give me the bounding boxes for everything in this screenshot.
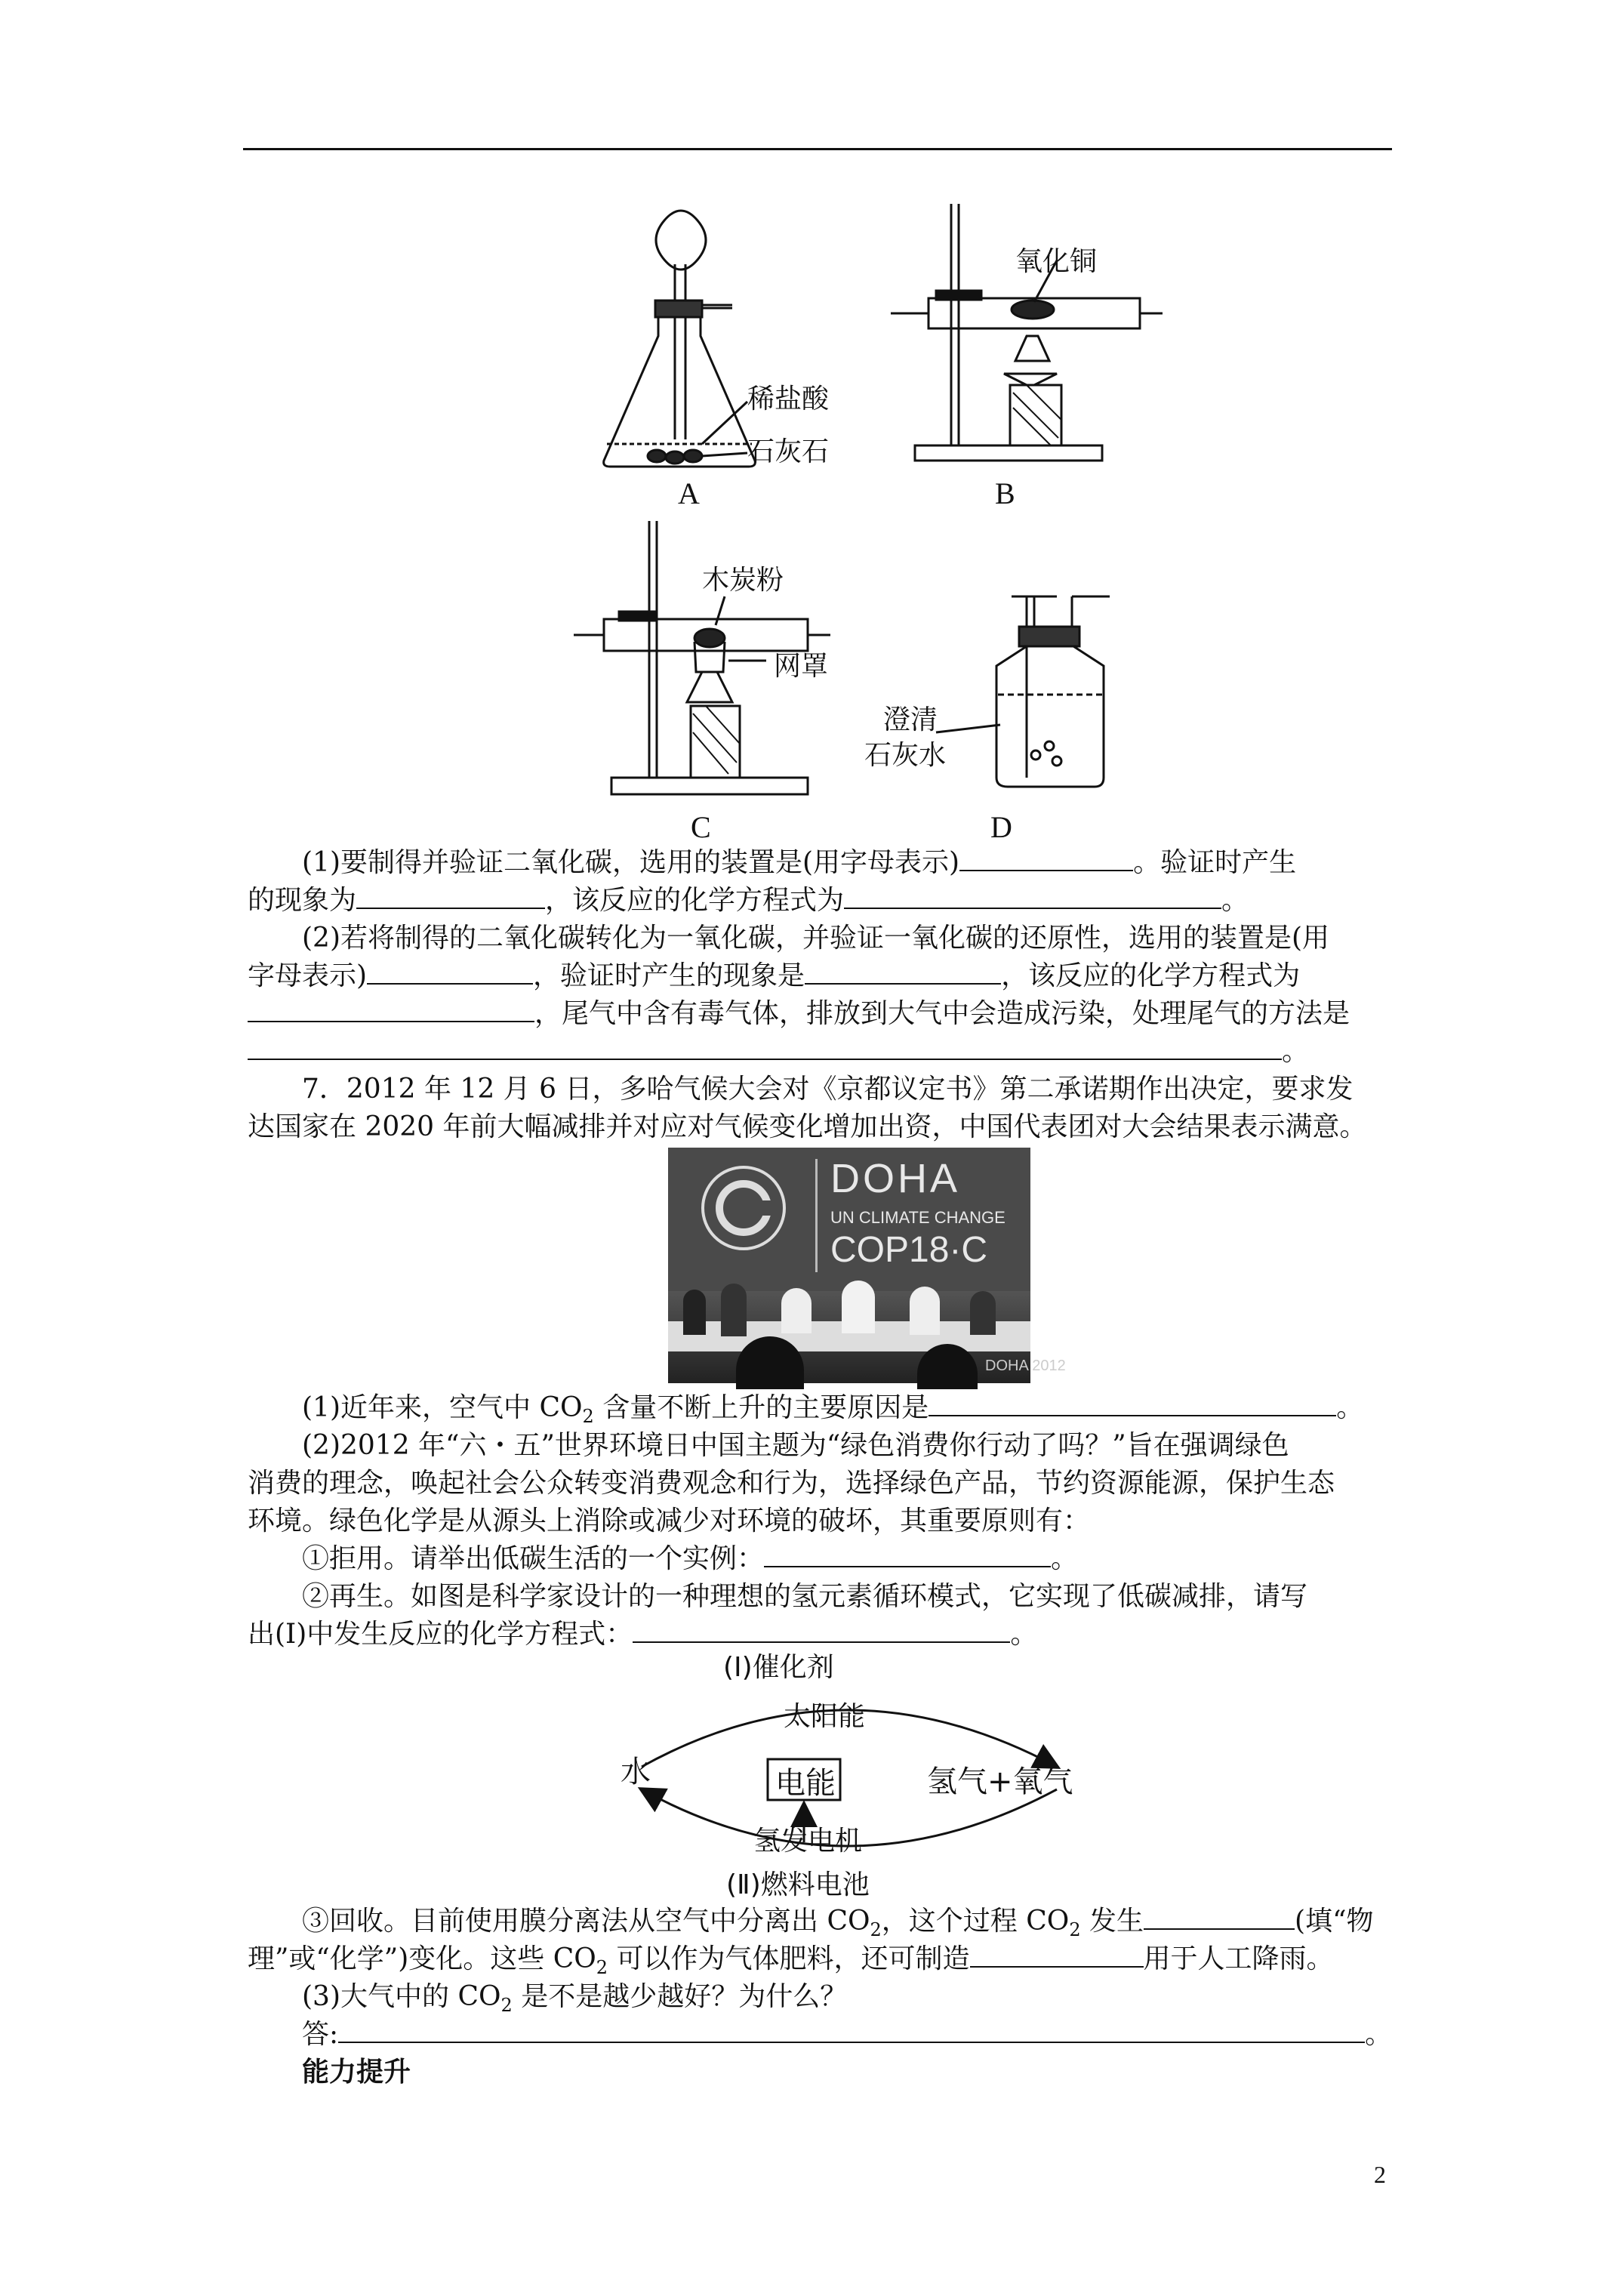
- label-copper-oxide: 氧化铜: [1015, 246, 1098, 277]
- q7-s2-line2: 消费的理念，唤起社会公众转变消费观念和行为，选择绿色产品，节约资源能源，保护生态: [248, 1468, 1335, 1499]
- q7-s2-line1: (2)2012 年“六・五”世界环境日中国主题为“绿色消费你行动了吗？”旨在强调绿色: [302, 1430, 1289, 1461]
- cycle-gas-label: 氢气+氧气: [927, 1764, 1073, 1799]
- cycle-energy-label: 电能: [775, 1766, 836, 1801]
- photo-doha-text: DOHA: [830, 1156, 961, 1201]
- cycle-generator-label: 氢发电机: [753, 1826, 863, 1857]
- q6-line4: 字母表示) ，验证时产生的现象是 ，该反应的化学方程式为: [248, 960, 1301, 991]
- caption-d: D: [990, 810, 1012, 844]
- q6-line5: ，尾气中含有毒气体，排放到大气中会造成污染，处理尾气的方法是: [248, 995, 1395, 1033]
- apparatus-figure: [574, 204, 1147, 853]
- q6-line1: (1)要制得并验证二氧化碳，选用的装置是(用字母表示) 。验证时产生: [302, 847, 1297, 878]
- q7-s3: (3)大气中的 $CO_2$ 是不是越少越好？为什么？: [302, 1981, 848, 2017]
- section-heading: 能力提升: [302, 2057, 411, 2088]
- apparatus-d: [936, 596, 1110, 787]
- q7-intro-line2: 达国家在 2020 年前大幅减排并对应对气候变化增加出资，中国代表团对大会结果表示满意。: [248, 1111, 1367, 1142]
- photo-un-climate-text: UN CLIMATE CHANGE: [830, 1208, 1006, 1227]
- q7-reject: ①拒用。请举出低碳生活的一个实例： 。: [302, 1543, 1079, 1574]
- q6-line3: (2)若将制得的二氧化碳转化为一氧化碳，并验证一氧化碳的还原性，选用的装置是(用: [302, 923, 1330, 954]
- header-rule: [243, 148, 1392, 150]
- page-number: 2: [1374, 2161, 1386, 2188]
- photo-cop18-text: COP18·C: [830, 1230, 988, 1270]
- q7-regen-line2: 出(Ⅰ)中发生反应的化学方程式： 。: [248, 1619, 1038, 1650]
- label-clear: 澄清: [883, 704, 938, 735]
- label-limestone: 石灰石: [747, 436, 830, 467]
- caption-c: C: [691, 810, 711, 844]
- label-charcoal: 木炭粉: [702, 565, 784, 596]
- caption-b: B: [995, 476, 1015, 510]
- q7-regen-line1: ②再生。如图是科学家设计的一种理想的氢元素循环模式，它实现了低碳减排，请写: [302, 1581, 1308, 1612]
- cycle-top-label: (Ⅰ)催化剂: [723, 1652, 834, 1683]
- q7-s2-line3: 环境。绿色化学是从源头上消除或减少对环境的破坏，其重要原则有：: [248, 1505, 1091, 1536]
- doha-conference-photo: [668, 1148, 1066, 1383]
- label-dilute-hcl: 稀盐酸: [747, 384, 830, 415]
- caption-a: A: [678, 476, 700, 510]
- q7-answer-line: 答: 。: [302, 2019, 1393, 2050]
- un-logo-icon: [698, 1163, 789, 1253]
- cycle-bottom-label: (Ⅱ)燃料电池: [726, 1869, 870, 1900]
- label-net-cover: 网罩: [774, 651, 829, 682]
- q7-recycle-line2: 理”或“化学”)变化。这些 $CO_2$ 可以作为气体肥料，还可制造 用于人工降雨。: [248, 1943, 1334, 1979]
- q7-intro-line1: 7．2012 年 12 月 6 日，多哈气候大会对《京都议定书》第二承诺期作出决定，要求发: [302, 1074, 1354, 1105]
- cycle-water-label: 水: [621, 1755, 651, 1789]
- q7-s1: (1)近年来，空气中 $CO_2$ 含量不断上升的主要原因是 。: [302, 1392, 1364, 1428]
- label-limewater: 石灰水: [864, 740, 947, 771]
- apparatus-a: [604, 211, 756, 467]
- photo-footer-text: DOHA 2012: [985, 1358, 1066, 1374]
- cycle-solar-label: 太阳能: [784, 1701, 866, 1732]
- q6-line2: 的现象为 ，该反应的化学方程式为 。: [248, 885, 1249, 916]
- q6-line6: 。: [248, 1033, 1395, 1071]
- q7-recycle-line1: ③回收。目前使用膜分离法从空气中分离出 $CO_2$，这个过程 $CO_2$ 发生 (填“物: [302, 1906, 1374, 1941]
